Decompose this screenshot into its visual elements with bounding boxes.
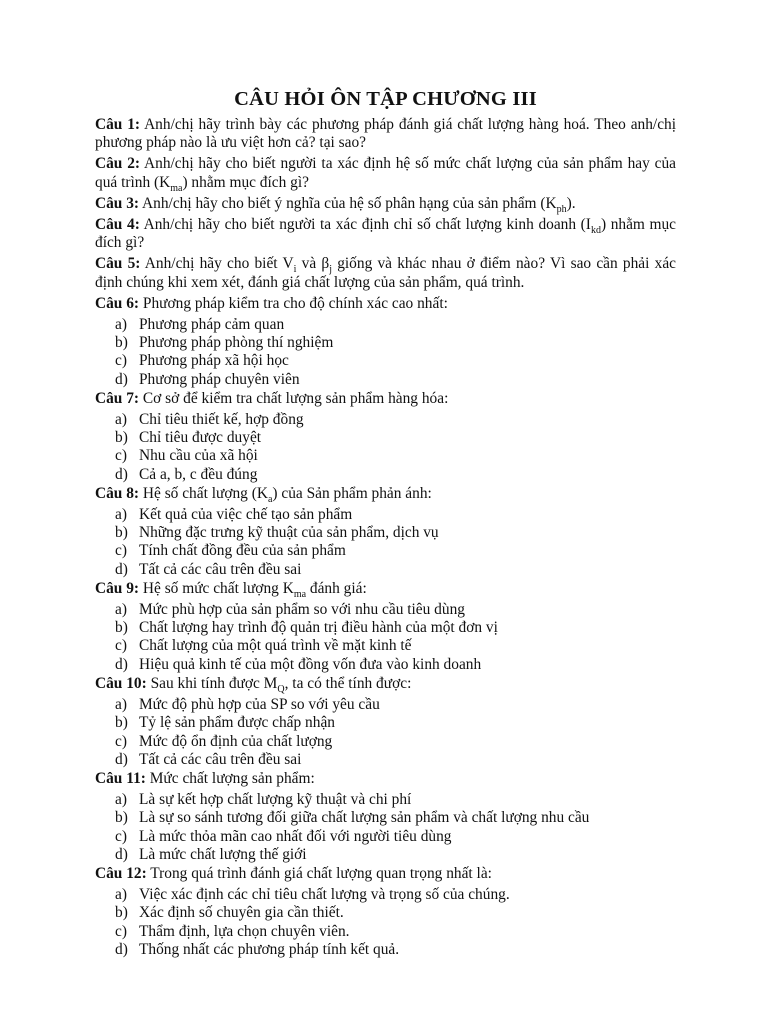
option-text: Cả a, b, c đều đúng xyxy=(139,465,258,483)
answer-option xyxy=(115,561,676,579)
option-text: Tỷ lệ sản phẩm được chấp nhận xyxy=(139,714,335,732)
option-text: Chỉ tiêu được duyệt xyxy=(139,429,262,447)
option-text: Tính chất đồng đều của sản phẩm xyxy=(139,542,346,560)
option-text: Là sự kết hợp chất lượng kỹ thuật và chi phí xyxy=(139,791,412,809)
answer-option xyxy=(115,524,676,542)
question-7 xyxy=(95,390,676,408)
option-letter: a) xyxy=(115,506,127,524)
question-number: Câu 5: xyxy=(95,255,141,273)
answer-option xyxy=(115,316,676,334)
answer-options xyxy=(95,791,676,864)
answer-option xyxy=(115,828,676,846)
option-text: Những đặc trưng kỹ thuật của sản phẩm, dịch vụ xyxy=(139,524,439,542)
question-1 xyxy=(95,116,676,152)
answer-option xyxy=(115,696,676,714)
answer-option xyxy=(115,334,676,352)
option-letter: c) xyxy=(115,922,127,940)
option-letter: d) xyxy=(115,940,128,958)
question-number: Câu 12: xyxy=(95,864,147,882)
option-letter: b) xyxy=(115,334,128,352)
option-text: Mức độ ổn định của chất lượng xyxy=(139,732,333,750)
page-title: CÂU HỎI ÔN TẬP CHƯƠNG III xyxy=(234,88,537,110)
option-letter: d) xyxy=(115,655,128,673)
option-text: Là mức chất lượng thế giới xyxy=(139,845,307,863)
option-text: Việc xác định các chỉ tiêu chất lượng và trọng số của chúng. xyxy=(139,886,510,904)
option-letter: c) xyxy=(115,542,127,560)
option-letter: d) xyxy=(115,370,128,388)
option-text: Phương pháp xã hội học xyxy=(139,352,289,370)
question-text: Phương pháp kiểm tra cho độ chính xác cao nhất: xyxy=(139,294,448,312)
question-8 xyxy=(95,485,676,503)
option-letter: b) xyxy=(115,714,128,732)
question-text: Anh/chị hãy trình bày các phương pháp đánh giá chất lượng hàng hoá. Theo anh/chị phương pháp nào là ưu việt hơn cả? tại sao? xyxy=(95,116,677,152)
option-letter: b) xyxy=(115,904,128,922)
answer-option xyxy=(115,637,676,655)
option-letter: d) xyxy=(115,560,128,578)
option-letter: c) xyxy=(115,352,127,370)
question-number: Câu 1: xyxy=(95,116,141,133)
question-4 xyxy=(95,216,676,252)
question-text: Anh/chị hãy cho biết người ta xác định chỉ số chất lượng kinh doanh (I xyxy=(139,216,591,234)
answer-option xyxy=(115,429,676,447)
answer-option xyxy=(115,506,676,524)
option-text: Thẩm định, lựa chọn chuyên viên. xyxy=(139,922,350,940)
question-number: Câu 6: xyxy=(95,294,140,312)
question-text: Hệ số mức chất lượng K xyxy=(139,579,294,597)
answer-option xyxy=(115,542,676,560)
option-letter: b) xyxy=(115,619,128,637)
option-text: Phương pháp chuyên viên xyxy=(139,370,300,388)
question-2 xyxy=(95,155,676,194)
question-12 xyxy=(95,865,676,883)
subscript: ph xyxy=(556,203,567,215)
answer-option xyxy=(115,751,676,769)
answer-options xyxy=(95,696,676,769)
question-10 xyxy=(95,675,676,693)
subscript: Q xyxy=(277,683,285,695)
question-text: ). xyxy=(566,194,576,212)
question-number: Câu 10: xyxy=(95,674,147,692)
question-text: ) nhằm mục đích gì? xyxy=(95,216,677,252)
question-number: Câu 8: xyxy=(95,484,140,502)
question-number: Câu 9: xyxy=(95,579,140,597)
answer-option xyxy=(115,886,676,904)
question-number: Câu 4: xyxy=(95,216,140,234)
option-text: Kết quả của việc chế tạo sản phẩm xyxy=(139,506,353,524)
answer-option xyxy=(115,352,676,370)
answer-option xyxy=(115,656,676,674)
option-text: Phương pháp phòng thí nghiệm xyxy=(139,334,334,352)
answer-option xyxy=(115,411,676,429)
answer-options xyxy=(95,886,676,959)
answer-option xyxy=(115,371,676,389)
option-letter: b) xyxy=(115,809,128,827)
option-letter: d) xyxy=(115,845,128,863)
question-text: Mức chất lượng sản phẩm: xyxy=(145,769,315,787)
question-text: Anh/chị hãy cho biết ý nghĩa của hệ số phân hạng của sản phẩm (K xyxy=(139,194,557,212)
option-text: Thống nhất các phương pháp tính kết quả. xyxy=(139,940,400,958)
subscript: ma xyxy=(293,588,307,600)
question-number: Câu 11: xyxy=(95,769,146,787)
option-text: Phương pháp cảm quan xyxy=(139,316,285,334)
answer-option xyxy=(115,791,676,809)
question-number: Câu 3: xyxy=(95,194,140,212)
answer-options xyxy=(95,506,676,579)
option-letter: a) xyxy=(115,886,127,904)
option-letter: a) xyxy=(115,791,127,809)
option-letter: a) xyxy=(115,316,127,334)
option-text: Chất lượng hay trình độ quản trị điều hành của một đơn vị xyxy=(139,619,498,637)
question-text: đánh giá: xyxy=(306,579,367,597)
answer-option xyxy=(115,809,676,827)
option-text: Mức độ phù hợp của SP so với yêu cầu xyxy=(139,696,380,714)
question-number: Câu 7: xyxy=(95,389,140,407)
question-9 xyxy=(95,580,676,598)
option-text: Mức phù hợp của sản phẩm so với nhu cầu tiêu dùng xyxy=(139,601,465,619)
answer-options xyxy=(95,316,676,389)
question-number: Câu 2: xyxy=(95,155,141,173)
option-letter: c) xyxy=(115,637,127,655)
question-text: giống và khác nhau ở điểm nào? Vì sao cần phải xác định chúng khi xem xét, đánh giá chất lượng của sản phẩm, quá trình. xyxy=(95,255,676,291)
option-letter: d) xyxy=(115,465,128,483)
option-letter: d) xyxy=(115,750,128,768)
answer-option xyxy=(115,941,676,959)
subscript: i xyxy=(293,264,297,276)
answer-options xyxy=(95,411,676,484)
option-text: Là sự so sánh tương đối giữa chất lượng sản phẩm và chất lượng nhu cầu xyxy=(139,809,590,827)
question-text: ) của Sản phẩm phản ánh: xyxy=(272,484,432,502)
question-text: , ta có thể tính được: xyxy=(284,674,412,692)
option-text: Chất lượng của một quá trình về mặt kinh tế xyxy=(139,637,412,655)
subscript: j xyxy=(329,264,332,276)
option-letter: a) xyxy=(115,601,127,619)
mcq-list xyxy=(95,295,676,959)
subscript: a xyxy=(267,493,273,505)
option-letter: c) xyxy=(115,827,127,845)
question-text: Cơ sở để kiểm tra chất lượng sản phẩm hàng hóa: xyxy=(139,389,449,407)
answer-option xyxy=(115,923,676,941)
answer-option xyxy=(115,619,676,637)
answer-option xyxy=(115,466,676,484)
option-text: Hiệu quả kinh tế của một đồng vốn đưa vào kinh doanh xyxy=(139,655,482,673)
answer-option xyxy=(115,846,676,864)
question-3 xyxy=(95,195,676,213)
option-text: Nhu cầu của xã hội xyxy=(139,447,258,465)
option-letter: c) xyxy=(115,732,127,750)
answer-option xyxy=(115,733,676,751)
option-letter: a) xyxy=(115,696,127,714)
option-letter: a) xyxy=(115,411,127,429)
subscript: kd xyxy=(590,225,601,237)
question-text: Anh/chị hãy cho biết người ta xác định hệ số mức chất lượng của sản phẩm hay của quá trình (K xyxy=(95,155,676,191)
option-letter: b) xyxy=(115,524,128,542)
option-text: Là mức thỏa mãn cao nhất đối với người tiêu dùng xyxy=(139,827,452,845)
option-text: Tất cả các câu trên đều sai xyxy=(139,750,302,768)
subscript: ma xyxy=(170,182,183,194)
question-11 xyxy=(95,770,676,788)
question-text: và β xyxy=(296,255,330,273)
question-text: Anh/chị hãy cho biết V xyxy=(140,255,294,273)
option-letter: b) xyxy=(115,429,128,447)
answer-option xyxy=(115,904,676,922)
question-text: Sau khi tính được M xyxy=(146,674,278,692)
option-text: Chỉ tiêu thiết kế, hợp đồng xyxy=(139,411,304,429)
option-text: Tất cả các câu trên đều sai xyxy=(139,560,302,578)
answer-option xyxy=(115,714,676,732)
question-text: Hệ số chất lượng (K xyxy=(139,484,268,502)
question-text: Trong quá trình đánh giá chất lượng quan trọng nhất là: xyxy=(146,864,492,882)
question-text: ) nhằm mục đích gì? xyxy=(182,173,309,191)
answer-options xyxy=(95,601,676,674)
option-text: Xác định số chuyên gia cần thiết. xyxy=(139,904,344,922)
answer-option xyxy=(115,601,676,619)
question-6 xyxy=(95,295,676,313)
answer-option xyxy=(115,447,676,465)
question-5 xyxy=(95,255,676,291)
option-letter: c) xyxy=(115,447,127,465)
